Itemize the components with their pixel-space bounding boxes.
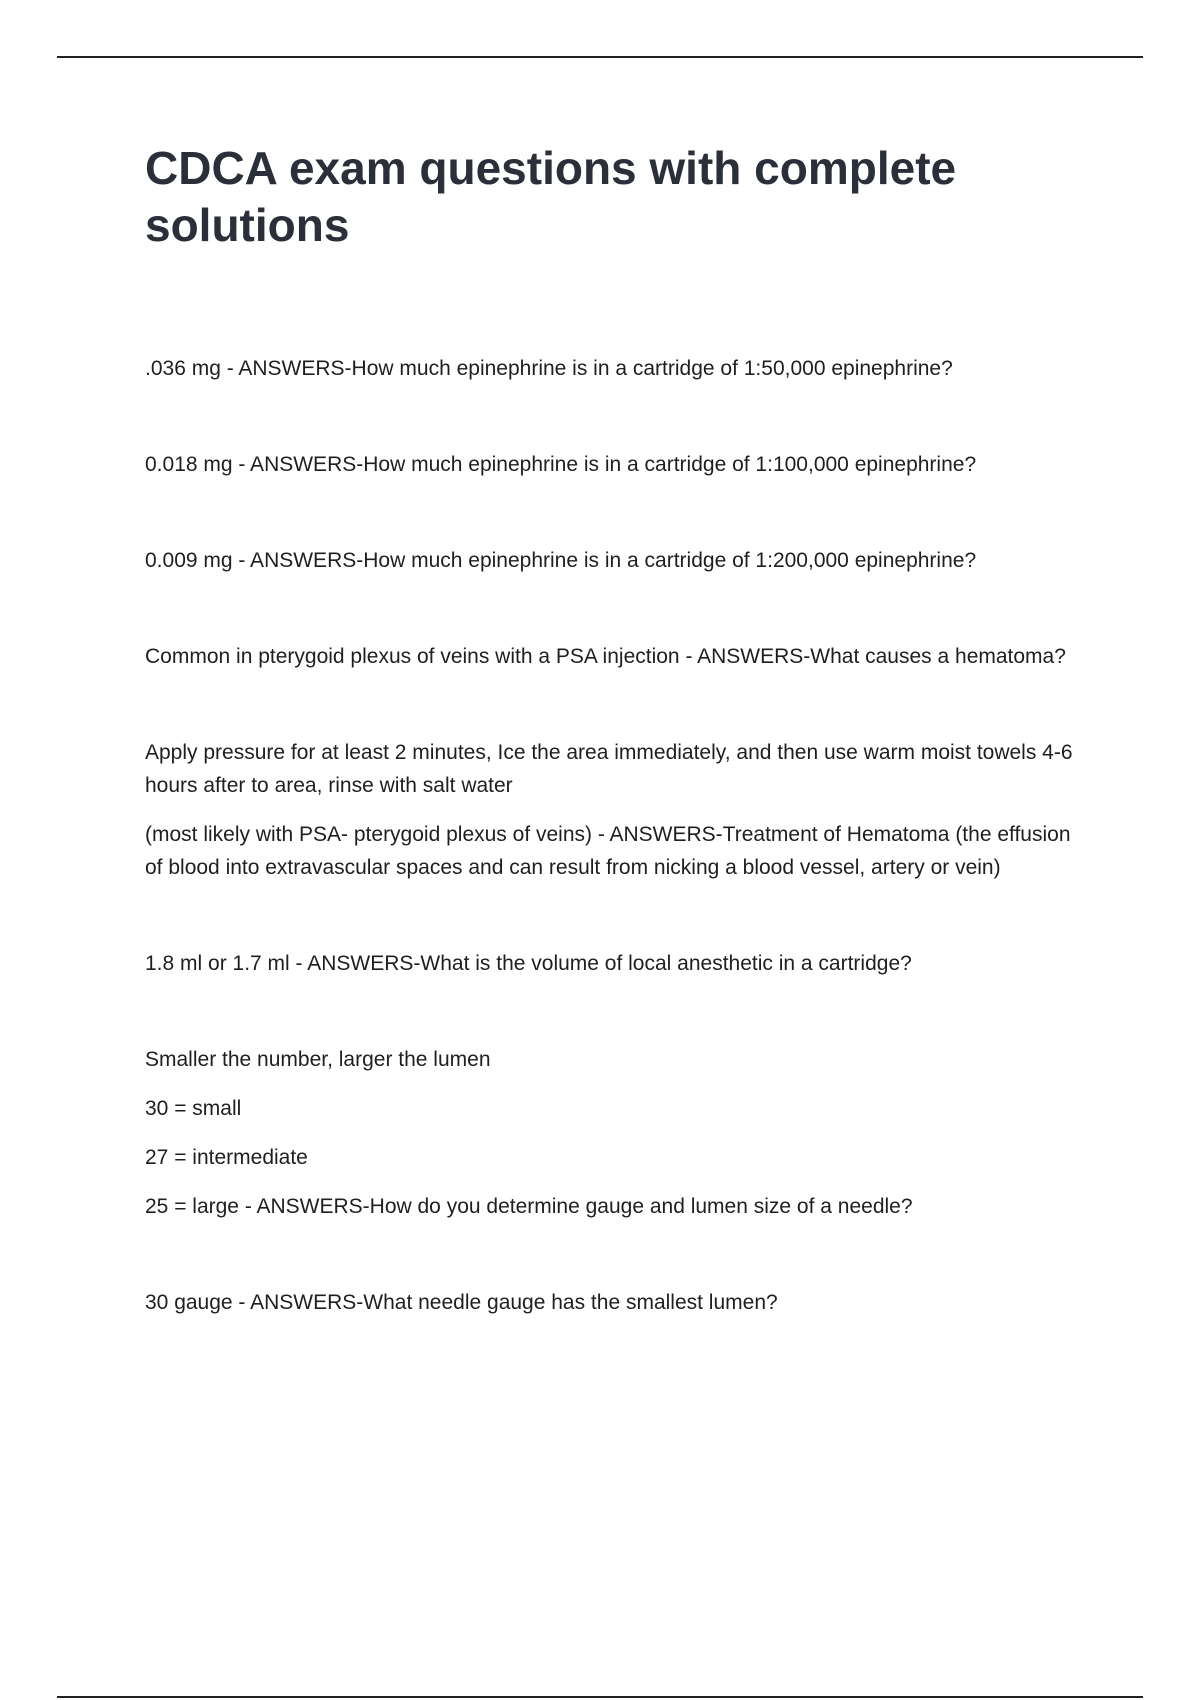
qa-text: 30 = small <box>145 1097 242 1120</box>
qa-entry <box>145 736 1085 884</box>
qa-entry <box>145 1043 1085 1223</box>
qa-text: (most likely with PSA- pterygoid plexus of veins) - ANSWERS-Treatment of Hematoma (the effusion of blood into extravascular spaces and can result from nicking a blood vessel, artery or vein) <box>145 823 1071 879</box>
qa-text: 0.018 mg - ANSWERS-How much epinephrine is in a cartridge of 1:100,000 epinephrine? <box>145 453 977 476</box>
qa-text: 30 gauge - ANSWERS-What needle gauge has the smallest lumen? <box>145 1291 778 1314</box>
qa-entry <box>145 448 1085 481</box>
qa-entry <box>145 544 1085 577</box>
qa-text: 1.8 ml or 1.7 ml - ANSWERS-What is the volume of local anesthetic in a cartridge? <box>145 952 912 975</box>
qa-entry <box>145 640 1085 673</box>
qa-text: Smaller the number, larger the lumen <box>145 1048 491 1071</box>
bottom-rule <box>57 1696 1143 1698</box>
qa-entry <box>145 947 1085 980</box>
qa-text: Common in pterygoid plexus of veins with a PSA injection - ANSWERS-What causes a hematoma? <box>145 645 1066 668</box>
qa-list <box>145 352 1085 1319</box>
document-body <box>145 140 1085 1382</box>
qa-text: 27 = intermediate <box>145 1146 308 1169</box>
qa-text: .036 mg - ANSWERS-How much epinephrine is in a cartridge of 1:50,000 epinephrine? <box>145 357 953 380</box>
qa-text: Apply pressure for at least 2 minutes, Ice the area immediately, and then use warm moist towels 4-6 hours after to area, rinse with salt water <box>145 741 1073 797</box>
qa-text: 0.009 mg - ANSWERS-How much epinephrine is in a cartridge of 1:200,000 epinephrine? <box>145 549 977 572</box>
top-rule <box>57 56 1143 58</box>
qa-text: 25 = large - ANSWERS-How do you determine gauge and lumen size of a needle? <box>145 1195 913 1218</box>
qa-entry <box>145 1286 1085 1319</box>
page-title: CDCA exam questions with complete solutions <box>145 142 957 251</box>
qa-entry <box>145 352 1085 385</box>
